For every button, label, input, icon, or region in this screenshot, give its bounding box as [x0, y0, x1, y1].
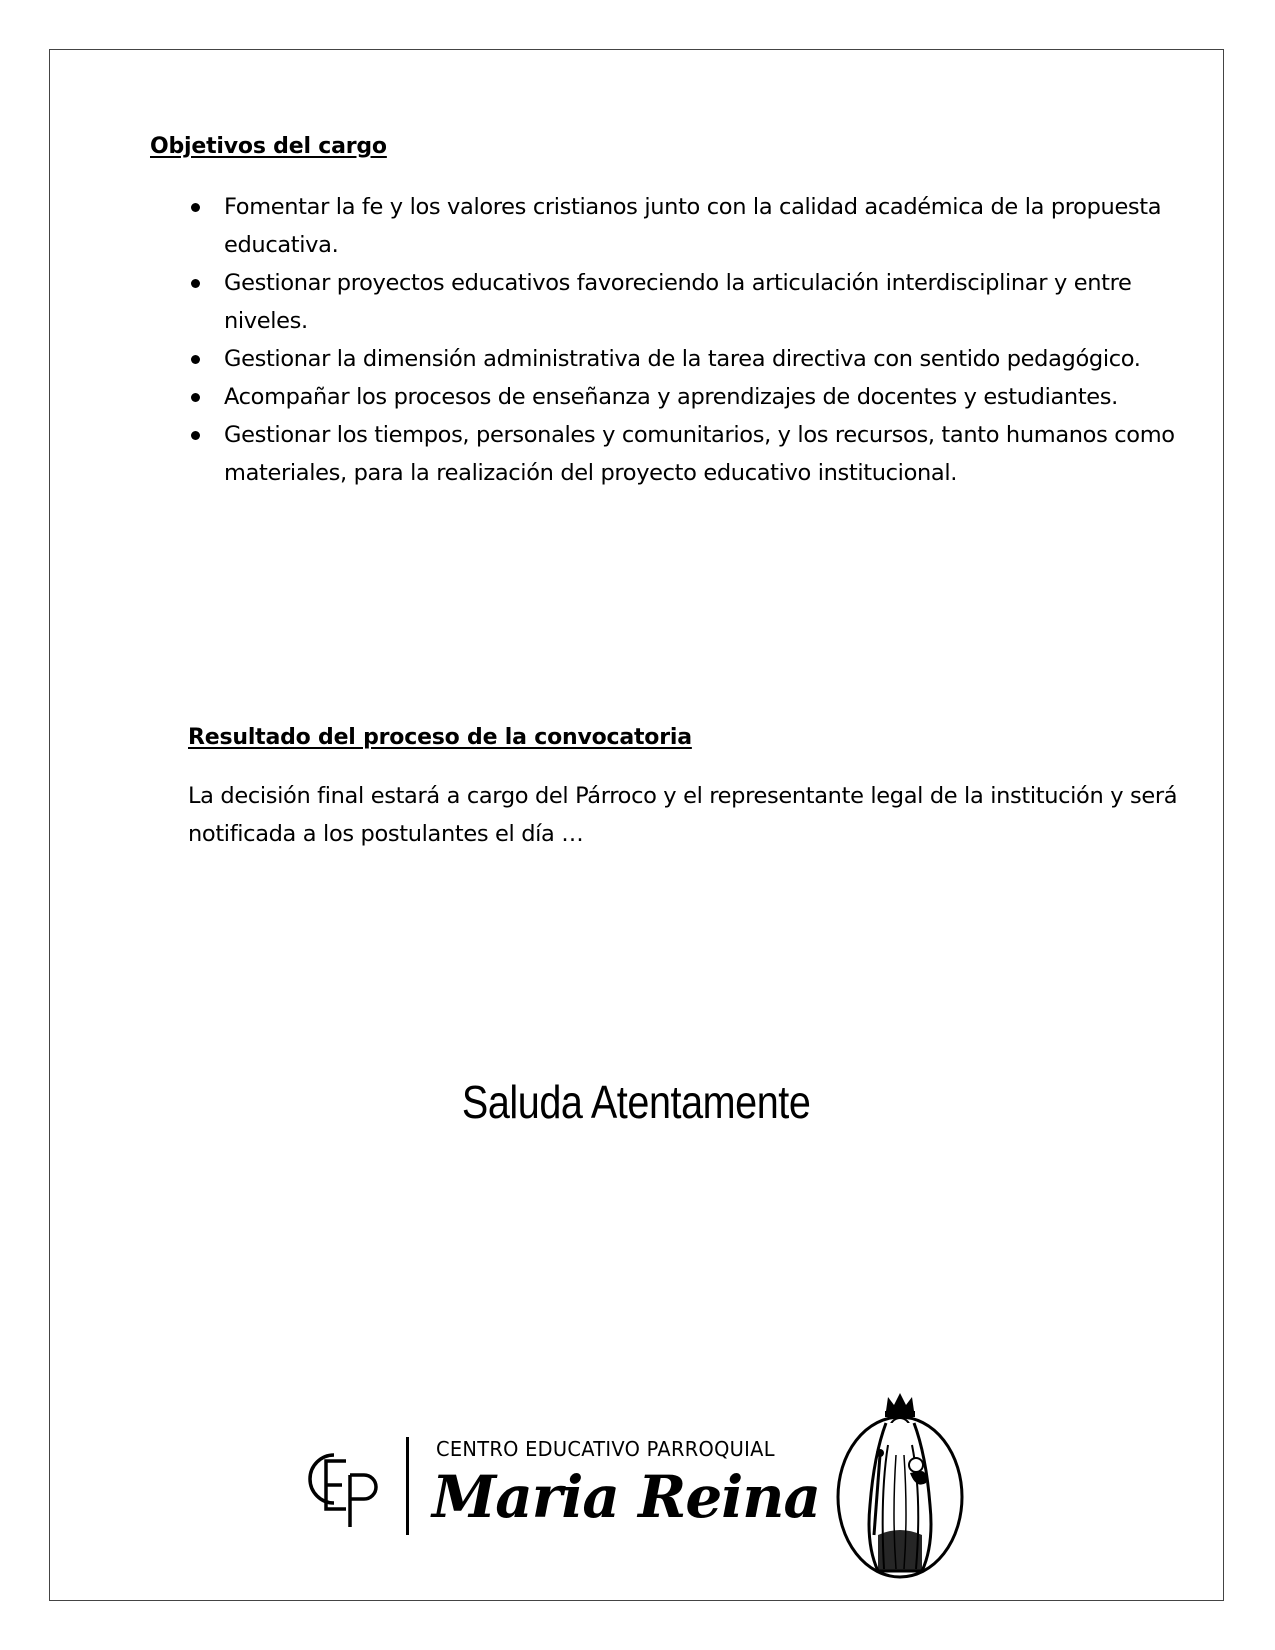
objective-item-2 — [150, 264, 1190, 340]
result-text: La decisión final estará a cargo del Párroco y el representante legal de la institución y será notificada a los postulantes el día … — [188, 783, 1178, 847]
objective-text: Gestionar la dimensión administrativa de la tarea directiva con sentido pedagógico. — [224, 346, 1141, 372]
virgin-mary-crowned-emblem-icon — [830, 1385, 970, 1581]
logo-divider — [406, 1437, 409, 1535]
objective-item-3 — [150, 340, 1190, 378]
objective-item-5 — [150, 416, 1190, 492]
objective-item-1 — [150, 188, 1190, 264]
logo-name: Maria Reina — [432, 1463, 821, 1531]
objectives-list — [150, 188, 1190, 492]
bullet-icon — [191, 355, 200, 364]
objective-item-4 — [150, 378, 1190, 416]
objective-text: Gestionar proyectos educativos favoreciendo la articulación interdisciplinar y entre niveles. — [224, 270, 1132, 334]
bullet-icon — [191, 393, 200, 402]
institution-logo — [300, 1385, 980, 1585]
objectives-heading: Objetivos del cargo — [150, 134, 387, 159]
closing-salutation: Saluda Atentamente — [461, 1076, 811, 1128]
cep-monogram-icon — [300, 1441, 390, 1531]
bullet-icon — [191, 279, 200, 288]
bullet-icon — [191, 203, 200, 212]
result-heading: Resultado del proceso de la convocatoria — [188, 725, 692, 750]
logo-subtitle: CENTRO EDUCATIVO PARROQUIAL — [436, 1437, 775, 1461]
objective-text: Gestionar los tiempos, personales y comunitarios, y los recursos, tanto humanos como materiales, para la realización del proyecto educativo institucional. — [224, 422, 1175, 486]
objective-text: Fomentar la fe y los valores cristianos junto con la calidad académica de la propuesta educativa. — [224, 194, 1162, 258]
objective-text: Acompañar los procesos de enseñanza y aprendizajes de docentes y estudiantes. — [224, 384, 1118, 410]
bullet-icon — [191, 431, 200, 440]
